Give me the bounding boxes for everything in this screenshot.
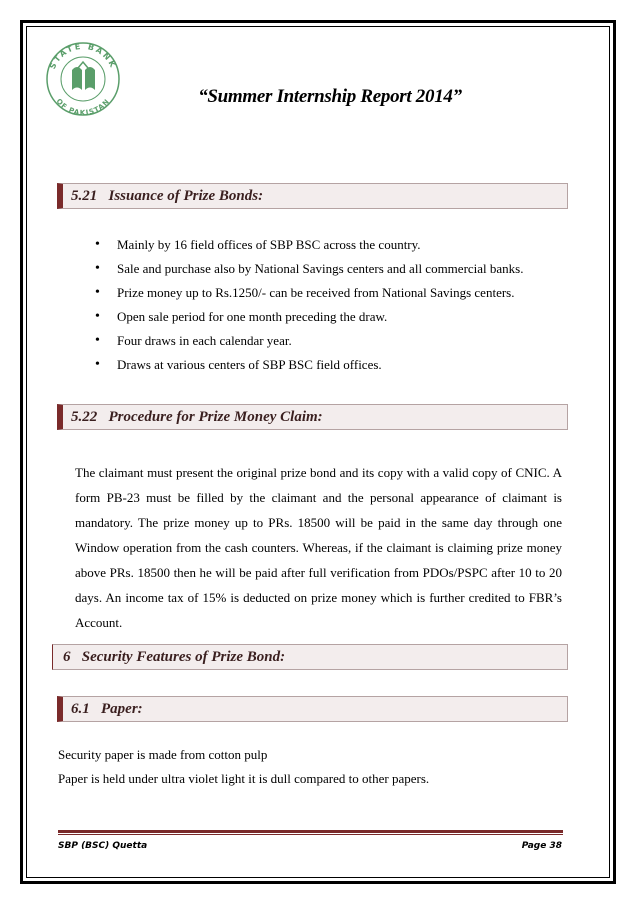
paper-line-2: Paper is held under ultra violet light it is dull compared to other papers. [58,771,430,786]
list-item: • Sale and purchase also by National Savings centers and all commercial banks. [95,257,524,281]
section-heading-6-1-text: 6.1 Paper: [71,700,143,717]
section-heading-5-22-text: 5.22 Procedure for Prize Money Claim: [71,408,323,425]
section-heading-6-text: 6 Security Features of Prize Bond: [63,648,286,665]
list-item: • Open sale period for one month preceding the draw. [95,305,524,329]
footer-organization: SBP (BSC) Quetta [58,841,148,851]
paper-line-1: Security paper is made from cotton pulp [58,747,268,762]
list-item: • Mainly by 16 field offices of SBP BSC across the country. [95,233,524,257]
svg-text:OF PAKISTAN: OF PAKISTAN [54,97,112,118]
section-heading-5-22 [57,404,568,430]
section-heading-5-21-text: 5.21 Issuance of Prize Bonds: [71,187,264,204]
footer-rule-thin [58,834,563,835]
svg-text:STATE BANK: STATE BANK [47,41,119,71]
prize-bond-issuance-list [95,233,524,377]
section-heading-6 [52,644,568,670]
list-item: • Draws at various centers of SBP BSC field offices. [95,353,524,377]
section-heading-6-1 [57,696,568,722]
section-heading-5-21 [57,183,568,209]
list-item: • Prize money up to Rs.1250/- can be received from National Savings centers. [95,281,524,305]
list-item: • Four draws in each calendar year. [95,329,524,353]
prize-claim-paragraph: The claimant must present the original prize bond and its copy with a valid copy of CNIC. A form PB-23 must be filled by the claimant and the personal appearance of claimant is mandatory. The prize money up to PRs. 18500 will be paid in the same day through one Window operation from the cash counters. Whereas, if the claimant is claiming prize money above PRs. 18500 then he will be paid after full verification from PDOs/PSPC after 10 to 20 days. An income tax of 15% is deducted on prize money which is further credited to FBR’s Account. [75,465,562,630]
report-title: “Summer Internship Report 2014” [198,86,462,107]
footer-rule [58,830,563,833]
page-number: Page 38 [521,841,562,851]
